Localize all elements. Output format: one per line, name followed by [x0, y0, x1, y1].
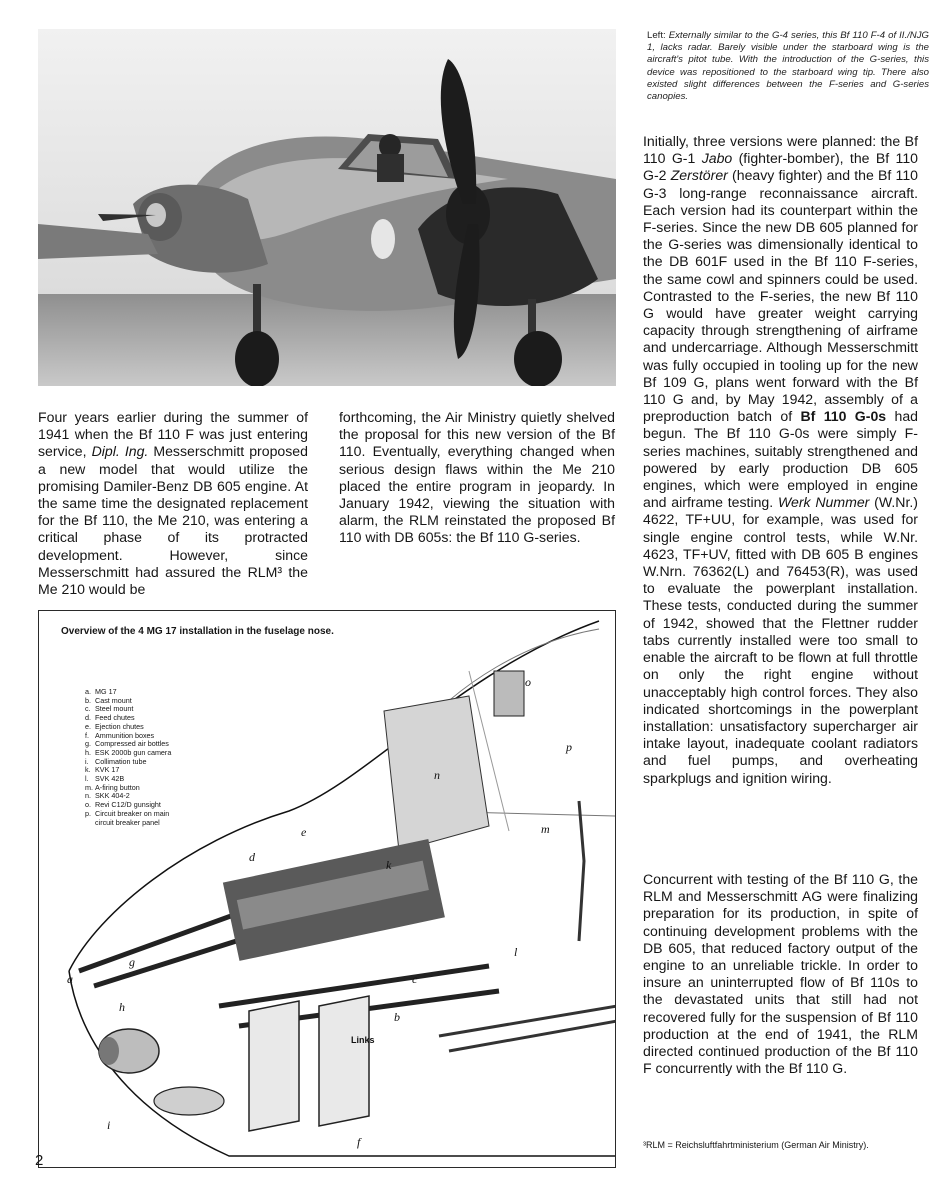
body-text: had begun. The Bf 110 G-0s were simply F-series machines, suitably strengthened and powered by early production DB 605 engines, which were employed in engine and airframe testing.	[643, 408, 919, 511]
figure-title: Overview of the 4 MG 17 installation in the fuselage nose.	[61, 626, 334, 637]
legend-text: Cast mount	[95, 695, 132, 705]
label-o: o	[525, 675, 531, 689]
label-p: p	[566, 740, 572, 754]
legend-text: Feed chutes	[95, 713, 135, 723]
body-text-italic: Jabo	[701, 150, 733, 167]
legend-key: d.	[85, 713, 91, 723]
legend-key: h.	[85, 747, 91, 757]
body-text: Four years earlier during the summer of 1941 when the Bf 110 F was just entering service,	[38, 409, 308, 460]
legend-text: Circuit breaker on main	[95, 808, 170, 818]
legend-text: Ejection chutes	[95, 721, 144, 731]
label-c: c	[412, 972, 418, 986]
label-n: n	[434, 768, 440, 782]
legend-text: Collimation tube	[95, 756, 147, 766]
page-number: 2	[35, 1152, 44, 1169]
legend-key: i.	[85, 756, 89, 766]
legend-key: k.	[85, 765, 91, 775]
legend-key: c.	[85, 704, 91, 714]
legend-text: circuit breaker panel	[95, 817, 160, 827]
legend-text: MG 17	[95, 687, 117, 696]
body-text-bold: Bf 110 G-0s	[800, 408, 887, 425]
body-text-italic: Werk Nummer	[777, 494, 870, 511]
body-text: Initially, three versions were planned: the Bf 110 G-1	[643, 133, 918, 167]
label-e: e	[301, 825, 307, 839]
mg17-drawing	[39, 611, 616, 1168]
body-text: (W.Nr.) 4622, TF+UU, for example, was used for single engine control tests, while W.Nr. 4623, TF+UV, fitted with DB 605 B engines W.Nrn. 76362(L) and 76453(R), was used to evaluate the powerplant installation. These tests, conducted during the summer of 1942, showed that the Flettner rudder tabs currently installed were too small to enable the aircraft to be flown at full throttle on only the right engine without unacceptably high control forces. They also indicated shortcomings in the powerplant installation: unsatisfactory supercharger air intake layout, inadequate coolant radiators and fuel pumps, and overheating sparkplugs and ignition wiring.	[643, 494, 918, 786]
legend-text: A-firing button	[95, 782, 140, 792]
legend-text: Ammunition boxes	[95, 730, 155, 740]
body-column-right-second	[643, 871, 918, 1077]
legend-key: o.	[85, 800, 91, 810]
label-d: d	[249, 850, 255, 864]
body-text: forthcoming, the Air Ministry quietly shelved the proposal for this new version of the Bf 110. Eventually, everything changed when serious design flaws within the Me 210 placed the entire program in jeopardy. In January 1942, viewing the situation with alarm, the RLM reinstated the proposed Bf 110 with DB 605s: the Bf 110 G-series.	[339, 409, 615, 546]
legend-text: SKK 404-2	[95, 791, 130, 801]
body-text-italic: Dipl. Ing.	[91, 443, 149, 460]
legend-text: Revi C12/D gunsight	[95, 800, 161, 810]
label-i: i	[107, 1118, 111, 1132]
label-b: b	[394, 1010, 400, 1024]
body-text: Messerschmitt proposed a new model that would utilize the promising Damiler-Benz DB 605 engine. At the same time the designated replacement for the Bf 110, the Me 210, was entering a critical phase of its protracted development. However, since Messerschmitt had assured the RLM³ the Me 210 would be	[38, 443, 308, 598]
body-column-left	[38, 409, 308, 598]
installation-diagram	[38, 610, 616, 1168]
label-g: g	[129, 955, 135, 969]
links-label: Links	[351, 1035, 375, 1045]
aircraft-photo	[38, 29, 616, 386]
body-column-right	[643, 133, 918, 787]
legend-key: p.	[85, 808, 91, 818]
legend-key: m.	[85, 782, 93, 792]
legend-text: ESK 2000b gun camera	[95, 747, 172, 757]
label-a: a	[67, 972, 73, 986]
label-l: l	[514, 945, 518, 959]
legend-key: a.	[85, 687, 91, 696]
legend-key: n.	[85, 791, 91, 801]
legend-text: SVK 42B	[95, 774, 125, 784]
legend-key: f.	[85, 730, 89, 740]
legend-key: l.	[85, 774, 89, 784]
photo-caption	[647, 30, 929, 103]
label-k: k	[386, 858, 392, 872]
caption-text: Externally similar to the G-4 series, this Bf 110 F-4 of II./NJG 1, lacks radar. Barely visible under the starboard wing is the aircraft's pitot tube. With the introduction of the G-series, this device was repositioned to the starboard wing tip. There also existed slight differences between the F-series and G-series canopies.	[647, 30, 929, 103]
body-text: Concurrent with testing of the Bf 110 G, the RLM and Messerschmitt AG were finalizing preparation for its production, in spite of continuing development problems with the DB 605, that reduced factory output of the engine to an unreliable trickle. In order to insure an uninterrupted flow of Bf 110s to the devastated units that still had not recovered fully for the suspension of Bf 110 production at the end of 1941, the RLM directed continued production of the Bf 110 F concurrently with the Bf 110 G.	[643, 871, 918, 1077]
legend-key: g.	[85, 739, 91, 749]
label-h: h	[119, 1000, 125, 1014]
body-text: (heavy fighter) and the Bf 110 G-3 long-range reconnaissance aircraft. Each version had its counterpart within the F-series. Since the new DB 605 planned for the G-series was dimensionally identical to the DB 601F used in the Bf 110 F-series, the same cowl and spinners could be used. Contrasted to the F-series, the new Bf 110 G would have greater weight carrying capacity through strengthening of airframe and undercarriage. Although Messerschmitt was fully occupied in tooling up for the new Bf 109 G, plans went forward with the Bf 110 G and, by May 1942, assembly of a preproduction batch of	[643, 167, 918, 425]
body-column-middle	[339, 409, 615, 547]
label-f: f	[357, 1135, 361, 1149]
body-text: (fighter-bomber), the Bf 110 G-2	[643, 150, 919, 184]
label-m: m	[541, 822, 550, 836]
legend-key: b.	[85, 695, 91, 705]
footnote: ³RLM = Reichsluftfahrtministerium (German Air Ministry).	[643, 1140, 869, 1150]
legend-key: e.	[85, 721, 91, 731]
caption-lead: Left:	[647, 30, 666, 41]
legend-text: Steel mount	[95, 704, 134, 714]
body-text-italic: Zerstörer	[670, 167, 728, 184]
legend-text: KVK 17	[95, 765, 120, 775]
legend-text: Compressed air bottles	[95, 739, 169, 749]
